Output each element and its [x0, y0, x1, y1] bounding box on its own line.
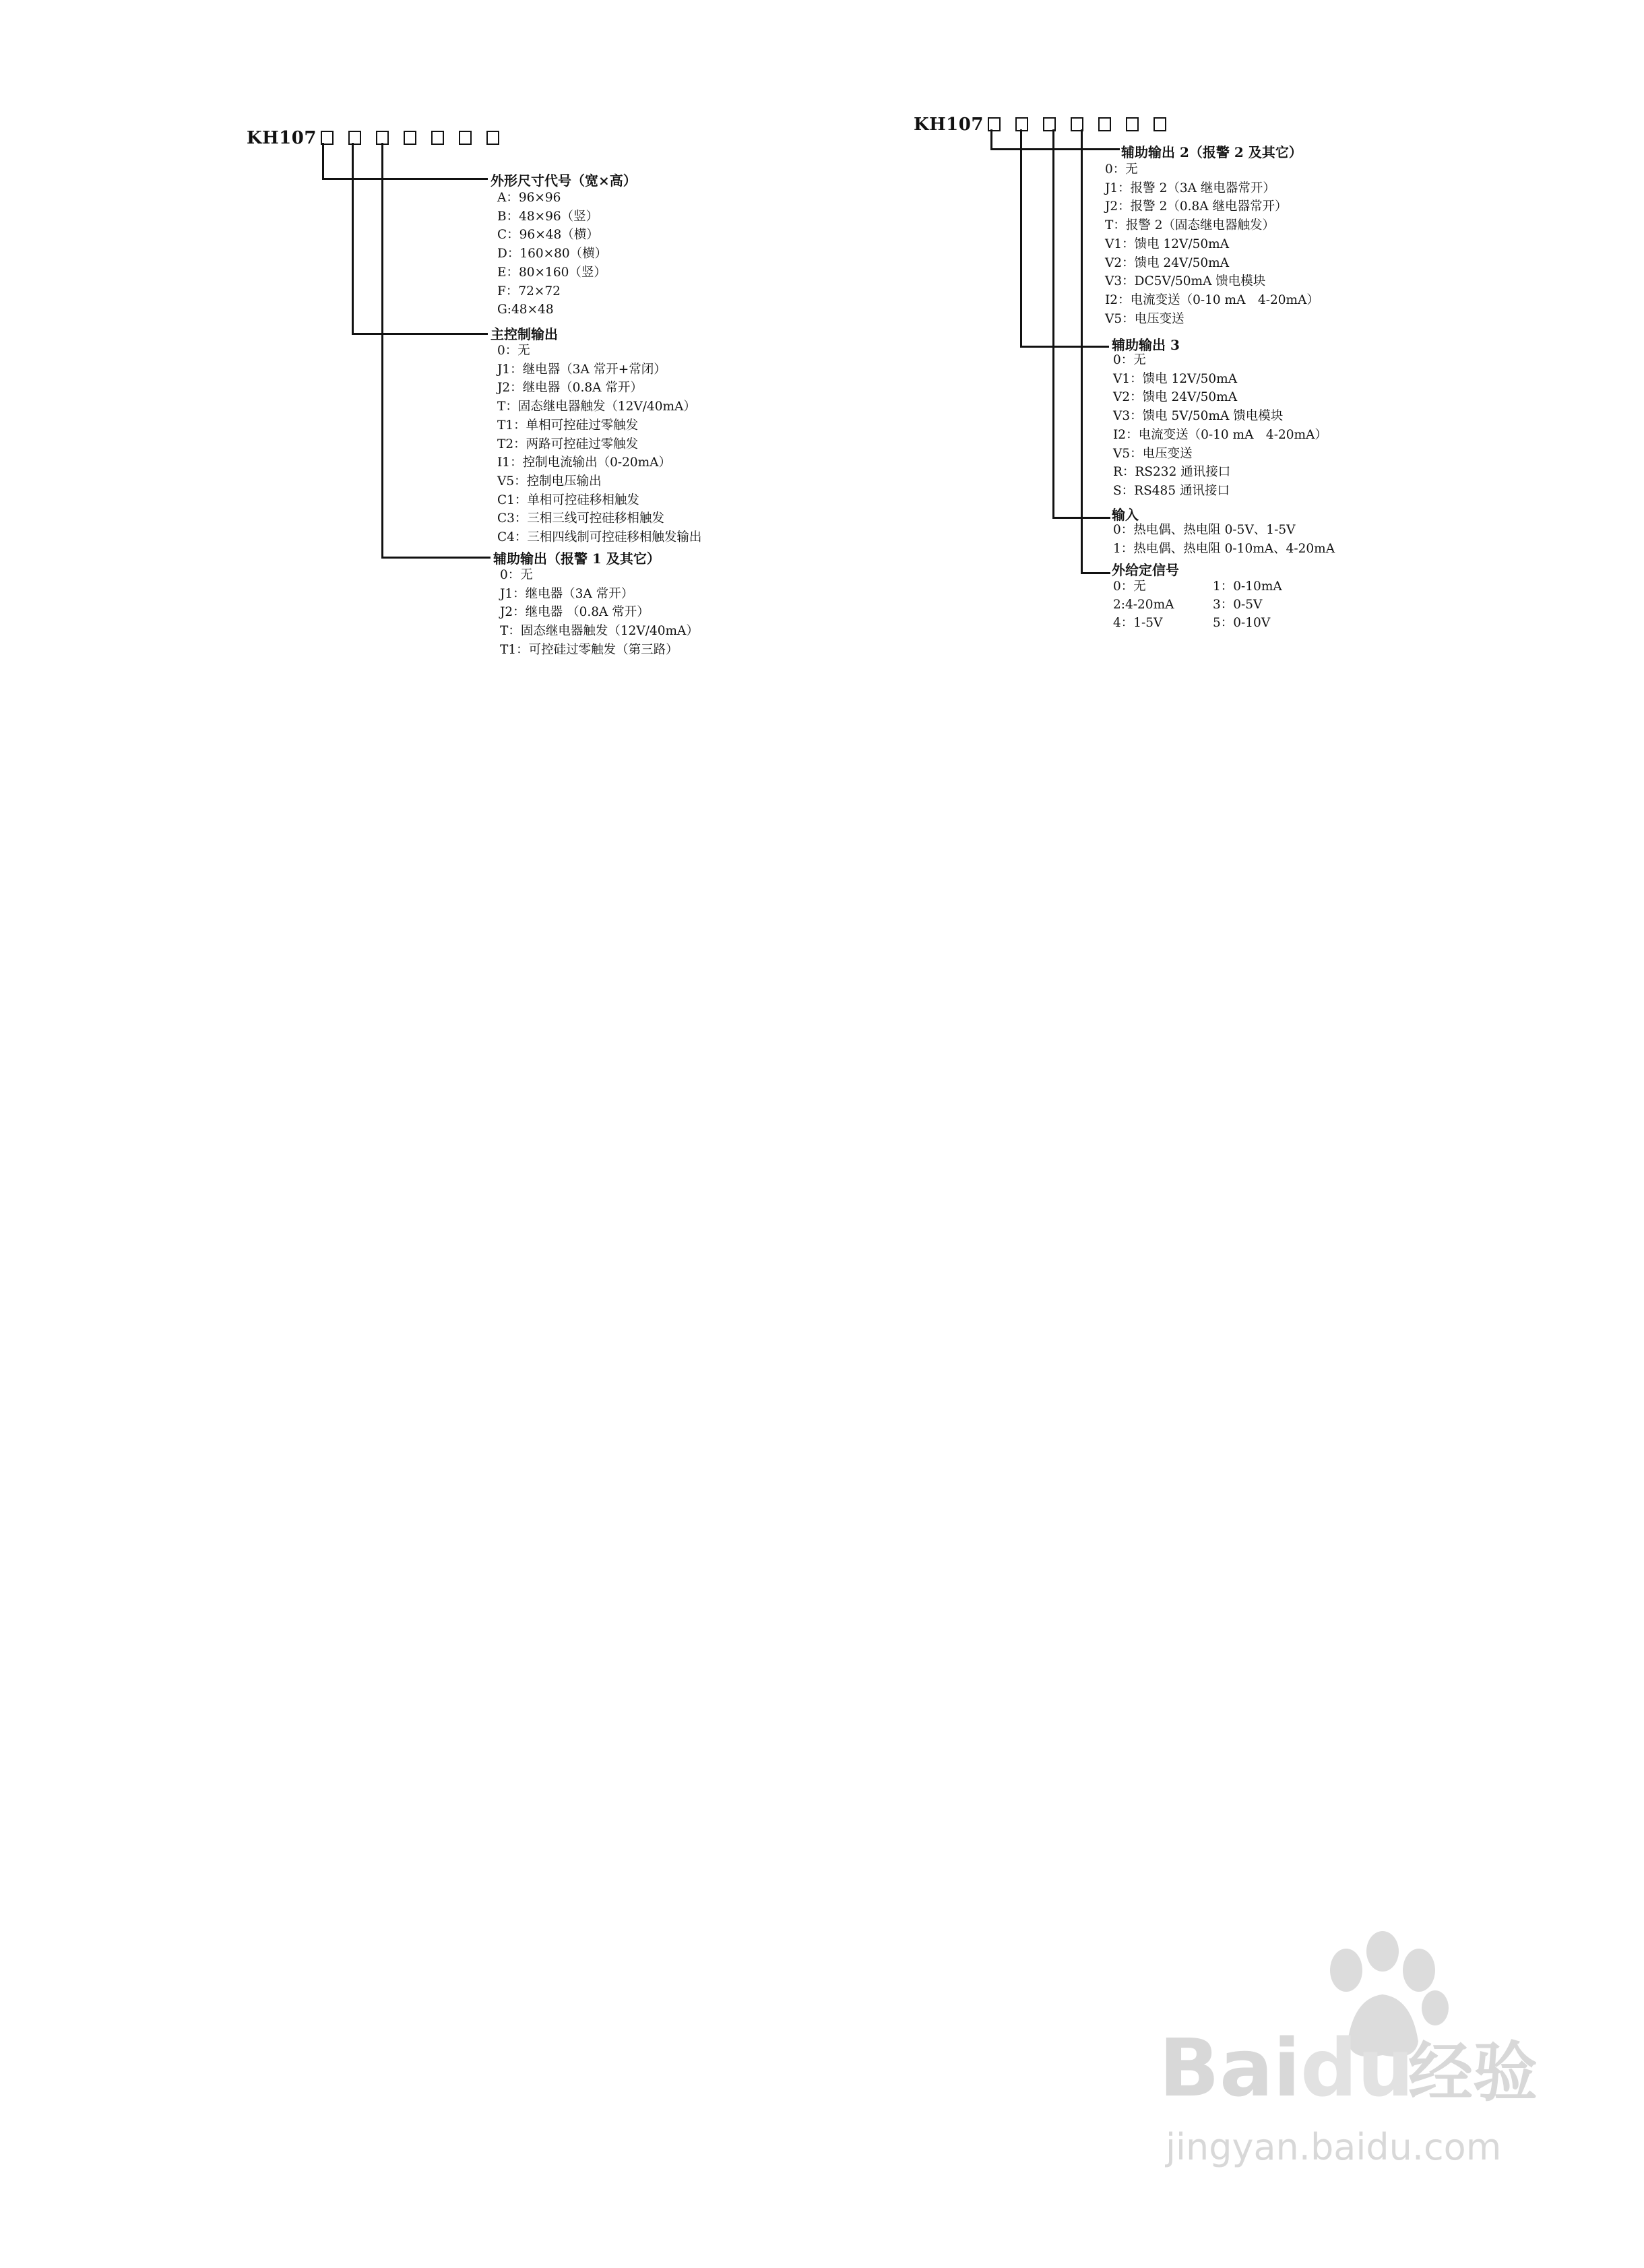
section-title-aux-output-1: 辅助输出（报警 1 及其它） [493, 550, 660, 567]
list-item: J2：继电器 （0.8A 常开） [500, 605, 650, 620]
list-item: C3：三相三线可控硅移相触发 [497, 511, 664, 526]
aux-output-1-option-list [500, 566, 699, 660]
list-item: T2：两路可控硅过零触发 [497, 437, 639, 451]
code-box [1126, 117, 1139, 131]
section-title-main-output: 主控制输出 [491, 326, 558, 342]
connector-line [1020, 346, 1109, 348]
list-item: C4：三相四线制可控硅移相触发输出 [497, 530, 702, 545]
list-item: D：160×80（横） [497, 247, 608, 261]
watermark-brand-du: du [1300, 2021, 1414, 2114]
code-box [1153, 117, 1166, 131]
list-item: C1：单相可控硅移相触发 [497, 493, 639, 507]
connector-line [381, 143, 383, 559]
connector-line [381, 557, 491, 559]
code-box [988, 117, 1001, 131]
connector-line [1081, 572, 1110, 574]
code-box [404, 131, 416, 145]
list-item: R：RS232 通讯接口 [1113, 465, 1231, 480]
baidu-jingyan-watermark [1159, 1927, 1604, 2183]
watermark-url: jingyan.baidu.com [1166, 2126, 1502, 2168]
list-item: 0：无 [1105, 162, 1138, 177]
left-model-code [247, 128, 499, 148]
right-model-code [914, 115, 1166, 135]
code-box [1098, 117, 1111, 131]
list-item: T1：可控硅过零触发（第三路） [500, 642, 678, 657]
list-item: 2:4-20mA [1113, 598, 1174, 612]
list-item: J2：报警 2（0.8A 继电器常开） [1105, 199, 1288, 214]
aux-output-3-option-list [1113, 351, 1327, 501]
list-item: V3：馈电 5V/50mA 馈电模块 [1113, 409, 1284, 424]
connector-line [990, 148, 1120, 150]
list-item: 0：无 [497, 344, 530, 358]
list-item: V5：电压变送 [1113, 446, 1193, 461]
external-setpoint-option-grid [1113, 577, 1342, 631]
watermark-brand-bai: Bai [1159, 2021, 1301, 2114]
list-item: 0：无 [1113, 579, 1146, 594]
list-item: V3：DC5V/50mA 馈电模块 [1105, 274, 1266, 289]
list-item: 1：0-10mA [1213, 579, 1282, 594]
list-item: 3：0-5V [1213, 598, 1263, 612]
aux-output-2-option-list [1105, 160, 1319, 328]
connector-line [352, 333, 488, 335]
list-item: 4：1-5V [1113, 616, 1163, 630]
list-item: E：80×160（竖） [497, 265, 606, 280]
list-item: V1：馈电 12V/50mA [1105, 237, 1230, 251]
list-item: B：48×96（竖） [497, 209, 599, 224]
list-item: F：72×72 [497, 284, 561, 298]
list-item: 0：无 [1113, 353, 1146, 367]
list-item: J2：继电器（0.8A 常开） [497, 381, 643, 396]
list-item: T：固态继电器触发（12V/40mA） [500, 624, 699, 639]
list-item: V2：馈电 24V/50mA [1105, 255, 1230, 270]
section-title-external-setpoint: 外给定信号 [1112, 562, 1179, 578]
list-item: V1：馈电 12V/50mA [1113, 371, 1238, 386]
section-title-input: 输入 [1112, 507, 1139, 523]
code-box [431, 131, 444, 145]
code-box [459, 131, 472, 145]
code-box [348, 131, 361, 145]
connector-line [990, 129, 992, 150]
left-model-prefix: KH107 [247, 128, 317, 148]
code-box [486, 131, 499, 145]
list-item: S：RS485 通讯接口 [1113, 483, 1230, 498]
list-item: J1：继电器（3A 常开） [500, 586, 634, 601]
list-item: J1：继电器（3A 常开+常闭） [497, 362, 666, 377]
list-item: 0：无 [500, 568, 533, 582]
section-title-aux-output-3: 辅助输出 3 [1112, 337, 1180, 353]
connector-line [322, 143, 324, 180]
list-item: G:48×48 [497, 303, 554, 317]
list-item: V2：馈电 24V/50mA [1113, 390, 1238, 405]
watermark-brand [1159, 2021, 1414, 2114]
list-item: I2：电流变送（0-10 mA 4-20mA） [1105, 292, 1319, 307]
section-title-aux-output-2: 辅助输出 2（报警 2 及其它） [1121, 144, 1302, 160]
input-option-list [1113, 521, 1335, 558]
list-item: I1：控制电流输出（0-20mA） [497, 455, 672, 470]
list-item: 1：热电偶、热电阻 0-10mA、4-20mA [1113, 541, 1335, 556]
list-item: A：96×96 [497, 191, 561, 205]
list-item: C：96×48（横） [497, 228, 599, 243]
connector-line [322, 178, 488, 180]
list-item: J1：报警 2（3A 继电器常开） [1105, 181, 1275, 195]
list-item: T：固态继电器触发（12V/40mA） [497, 400, 696, 414]
watermark-brand-cn: 经验 [1408, 2035, 1538, 2110]
list-item: V5：控制电压输出 [497, 474, 602, 489]
right-model-prefix: KH107 [914, 115, 984, 135]
connector-line [1081, 129, 1083, 574]
list-item: I2：电流变送（0-10 mA 4-20mA） [1113, 427, 1327, 442]
list-item: 0：热电偶、热电阻 0-5V、1-5V [1113, 523, 1296, 537]
size-option-list [497, 189, 607, 319]
connector-line [1052, 129, 1054, 519]
list-item: V5：电压变送 [1105, 311, 1184, 326]
list-item: T：报警 2（固态继电器触发） [1105, 218, 1275, 233]
main-output-option-list [497, 342, 701, 547]
section-title-size: 外形尺寸代号（宽×高） [491, 172, 637, 189]
list-item: 5：0-10V [1213, 616, 1271, 630]
connector-line [352, 143, 354, 335]
connector-line [1020, 129, 1022, 348]
list-item: T1：单相可控硅过零触发 [497, 418, 639, 433]
